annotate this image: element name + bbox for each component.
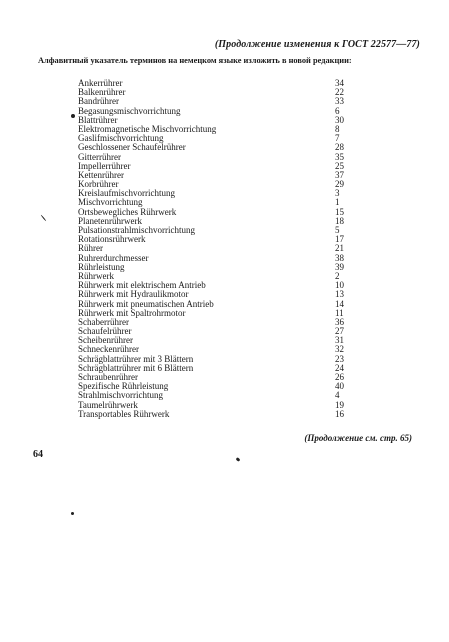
entry-term: Bandrührer (78, 96, 119, 107)
entry-number: 28 (335, 142, 344, 153)
entry-number: 15 (335, 206, 344, 217)
entry-term: Gaslifmischvorrichtung (78, 133, 164, 144)
entry-term: Ruhrerdurchmesser (78, 252, 149, 263)
index-entry (78, 88, 358, 97)
entry-number: 39 (335, 261, 344, 272)
entry-term: Blattrührer (78, 114, 118, 125)
entry-number: 4 (335, 390, 340, 401)
continuation-footer: (Продолжение см. стр. 65) (304, 433, 412, 443)
index-entry (78, 235, 358, 244)
entry-term: Rotationsrührwerk (78, 234, 146, 245)
entry-term: Rührleistung (78, 261, 125, 272)
entry-number: 17 (335, 234, 344, 245)
entry-term: Begasungsmischvorrichtung (78, 105, 181, 116)
entry-number: 30 (335, 114, 344, 125)
entry-number: 23 (335, 353, 344, 364)
entry-number: 3 (335, 188, 340, 199)
entry-number: 22 (335, 87, 344, 98)
index-entry (78, 171, 358, 180)
entry-number: 24 (335, 362, 344, 373)
continuation-header: (Продолжение изменения к ГОСТ 22577—77) (214, 39, 420, 50)
entry-term: Schrägblattrührer mit 3 Blättern (78, 353, 194, 364)
entry-number: 36 (335, 316, 344, 327)
entry-term: Rührwerk mit elektrischem Antrieb (78, 280, 206, 291)
scan-speck (236, 457, 241, 462)
entry-term: Rührwerk (78, 270, 114, 281)
entry-term: Ortsbewegliches Rührwerk (78, 206, 177, 217)
entry-term: Scheibenrührer (78, 335, 133, 346)
index-entry (78, 410, 358, 419)
page-number: 64 (33, 449, 43, 460)
entry-number: 10 (335, 280, 344, 291)
entry-number: 27 (335, 326, 344, 337)
entry-number: 34 (335, 78, 344, 88)
entry-term: Ankerrührer (78, 78, 123, 88)
entry-number: 19 (335, 399, 344, 410)
entry-term: Spezifische Rührleistung (78, 381, 169, 392)
entry-term: Schaufelrührer (78, 326, 132, 337)
entry-number: 38 (335, 252, 344, 263)
entry-term: Korbrührer (78, 179, 119, 190)
scan-speck (71, 512, 74, 515)
entry-number: 5 (335, 225, 340, 235)
entry-term: Elektromagnetische Mischvorrichtung (78, 123, 217, 134)
entry-term: Schaberrührer (78, 316, 129, 327)
entry-number: 6 (335, 105, 340, 116)
entry-number: 37 (335, 169, 344, 180)
entry-term: Schneckenrührer (78, 344, 139, 355)
entry-term: Kreislaufmischvorrichtung (78, 188, 175, 199)
entry-number: 13 (335, 289, 344, 300)
entry-number: 33 (335, 96, 344, 107)
entry-number: 7 (335, 133, 340, 144)
entry-term: Rührwerk mit pneumatischen Antrieb (78, 298, 214, 309)
entry-number: 40 (335, 381, 344, 392)
entry-term: Gitterrührer (78, 151, 121, 162)
entry-number: 2 (335, 270, 340, 281)
entry-term: Rührwerk mit Spaltrohrmotor (78, 307, 186, 318)
entry-term: Transportables Rührwerk (78, 408, 170, 419)
scan-speck (71, 114, 75, 118)
entry-term: Kettenrührer (78, 169, 124, 180)
entry-term: Schrägblattrührer mit 6 Blättern (78, 362, 194, 373)
entry-number: 26 (335, 372, 344, 382)
scan-speck (41, 215, 47, 222)
entry-term: Pulsationstrahlmischvorrichtung (78, 225, 195, 235)
index-entry (78, 107, 358, 116)
entry-number: 18 (335, 215, 344, 226)
entry-number: 25 (335, 160, 344, 171)
entry-number: 14 (335, 298, 344, 309)
entry-term: Geschlossener Schaufelrührer (78, 142, 186, 153)
entry-number: 31 (335, 335, 344, 346)
entry-number: 21 (335, 243, 344, 254)
entry-term: Rührwerk mit Hydraulikmotor (78, 289, 189, 300)
entry-number: 1 (335, 197, 340, 208)
entry-term: Strahlmischvorrichtung (78, 390, 163, 401)
entry-term: Mischvorrichtung (78, 197, 143, 208)
entry-term: Planetenrührwerk (78, 215, 142, 226)
entry-number: 11 (335, 307, 344, 318)
entry-term: Rührer (78, 243, 103, 254)
term-index-list (78, 79, 358, 419)
entry-term: Impellerrührer (78, 160, 131, 171)
entry-number: 32 (335, 344, 344, 355)
entry-number: 8 (335, 123, 340, 134)
entry-number: 29 (335, 179, 344, 190)
intro-paragraph: Алфавитный указатель терминов на немецком языке изложить в новой редакции: (38, 56, 352, 65)
index-entry (78, 263, 358, 272)
entry-number: 16 (335, 408, 344, 419)
entry-term: Taumelrührwerk (78, 399, 138, 410)
entry-number: 35 (335, 151, 344, 162)
entry-term: Balkenrührer (78, 87, 126, 98)
entry-term: Schraubenrührer (78, 372, 138, 382)
